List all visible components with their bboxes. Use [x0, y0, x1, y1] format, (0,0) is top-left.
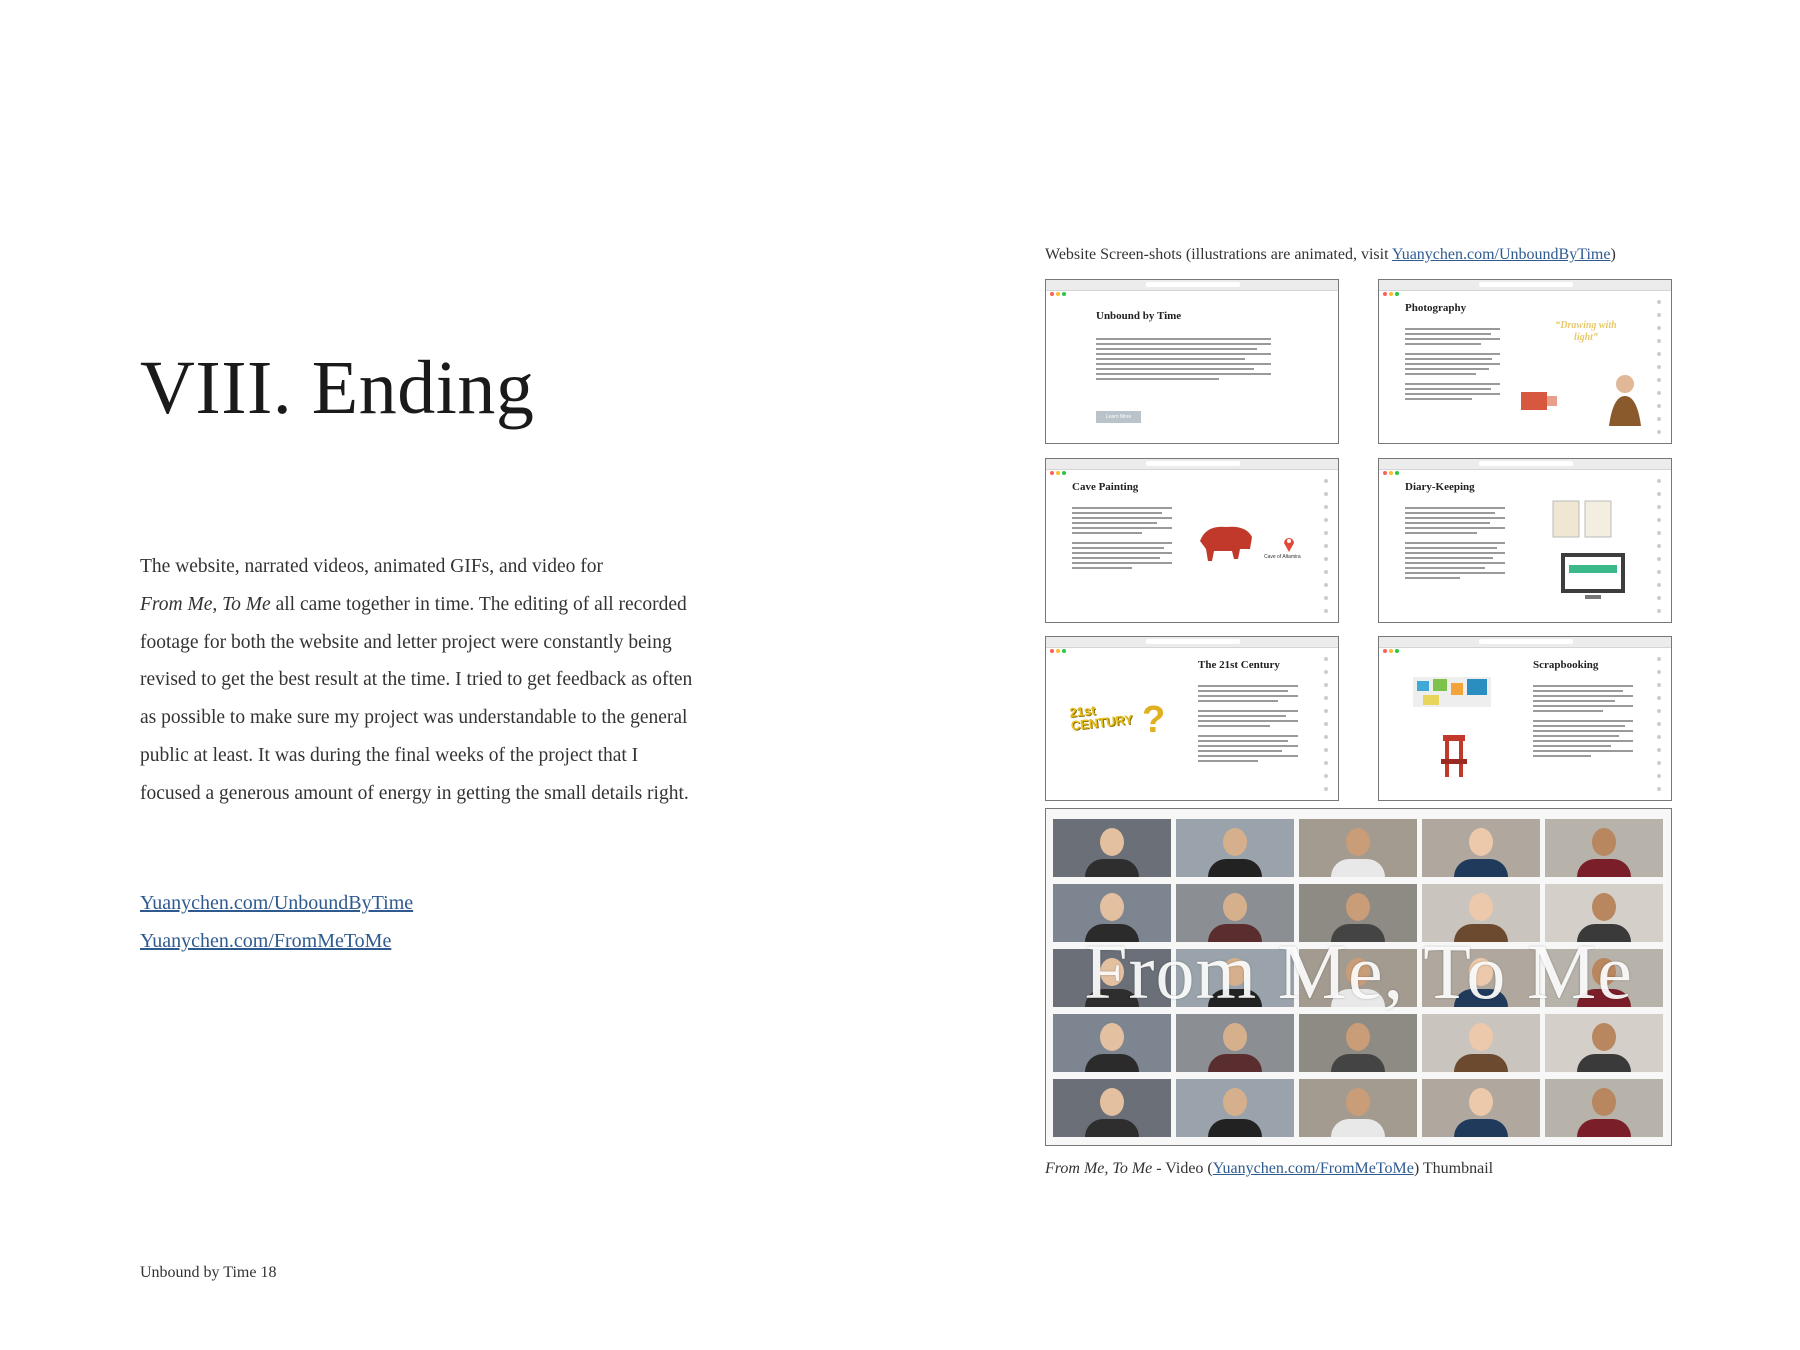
screenshot-title: Photography [1405, 302, 1467, 314]
video-participant-tile [1545, 819, 1663, 877]
participant-body [1454, 859, 1508, 877]
browser-bar [1046, 459, 1338, 470]
collage-block-3 [1451, 683, 1463, 695]
screenshot-21st-century [1045, 636, 1339, 801]
body-text-2: all came together in time. The editing of all recorded footage for both the website and letter project were constantly being revised to get the best result at the time. I tried to get feedback as often as possible to make sure my project was understandable to the general public at least. It was during the final weeks of the project that I focused a generous amount of energy in getting the small details right. [140, 593, 693, 804]
video-caption-title: From Me, To Me [1045, 1160, 1153, 1177]
participant-face [1592, 1088, 1616, 1116]
book-page-right [1585, 501, 1611, 537]
section-nav-dots [1657, 300, 1661, 443]
video-participant-tile [1299, 1014, 1417, 1072]
diary-book-illustration [1549, 499, 1619, 543]
browser-bar [1379, 459, 1671, 470]
collage-block-2 [1433, 679, 1447, 691]
participant-body [1454, 1119, 1508, 1137]
screenshot-diary-keeping [1378, 458, 1672, 623]
camera-lens [1547, 396, 1557, 406]
camera-and-man-illustration [1517, 368, 1667, 438]
screenshot-title: The 21st Century [1198, 659, 1280, 671]
screenshot-title: Unbound by Time [1096, 310, 1182, 322]
video-participant-tile [1545, 1079, 1663, 1137]
video-participant-tile [1422, 819, 1540, 877]
21st-century-badge: 21st CENTURY [1068, 702, 1134, 734]
screenshot-title: Scrapbooking [1533, 659, 1599, 671]
video-participant-tile [1299, 819, 1417, 877]
participant-face [1100, 893, 1124, 921]
participant-face [1100, 828, 1124, 856]
screenshots-caption-link[interactable]: Yuanychen.com/UnboundByTime [1391, 246, 1611, 263]
participant-face [1346, 1088, 1370, 1116]
video-participant-tile [1176, 1079, 1294, 1137]
screenshot-text-lines [1405, 328, 1500, 403]
video-caption-link[interactable]: Yuanychen.com/FromMeToMe [1212, 1160, 1414, 1177]
video-caption-suffix: ) Thumbnail [1413, 1160, 1494, 1177]
participant-body [1208, 1119, 1262, 1137]
browser-bar [1379, 280, 1671, 291]
screenshot-photography [1378, 279, 1672, 444]
video-participant-tile [1053, 819, 1171, 877]
screenshot-text-lines [1198, 685, 1298, 765]
monitor-illustration [1559, 551, 1629, 603]
participant-body [1085, 1054, 1139, 1072]
video-participant-tile [1053, 1014, 1171, 1072]
participant-body [1331, 1054, 1385, 1072]
screenshot-text-lines [1533, 685, 1633, 760]
page-footer: Unbound by Time 18 [140, 1264, 277, 1281]
screenshot-cave-painting [1045, 458, 1339, 623]
video-participant-tile [1545, 1014, 1663, 1072]
participant-face [1346, 893, 1370, 921]
press-top [1443, 735, 1465, 741]
map-label: Cave of Altamira [1264, 554, 1301, 560]
camera-body [1521, 392, 1547, 410]
body-text-1: The website, narrated videos, animated GIFs, and video for [140, 556, 603, 577]
screenshots-caption-prefix: Website Screen-shots (illustrations are animated, visit [1045, 246, 1392, 263]
participant-body [1331, 1119, 1385, 1137]
browser-bar [1379, 637, 1671, 648]
participant-body [1085, 859, 1139, 877]
screenshot-scrapbooking [1378, 636, 1672, 801]
participant-body [1577, 1054, 1631, 1072]
body-italic-title: From Me, To Me [140, 593, 271, 615]
participant-body [1085, 1119, 1139, 1137]
video-participant-tile [1176, 819, 1294, 877]
section-nav-dots [1324, 657, 1328, 800]
participant-face [1223, 828, 1247, 856]
screenshots-caption-suffix: ) [1610, 246, 1616, 263]
screenshot-text-lines [1405, 507, 1505, 582]
man-head [1616, 375, 1634, 393]
map-pin-icon [1282, 535, 1296, 553]
section-nav-dots [1324, 479, 1328, 622]
participant-body [1208, 1054, 1262, 1072]
video-participant-tile [1422, 1079, 1540, 1137]
participant-face [1469, 828, 1493, 856]
project-links [140, 884, 413, 960]
video-participant-tile [1053, 1079, 1171, 1137]
screenshot-title: Diary-Keeping [1405, 481, 1475, 493]
participant-body [1208, 859, 1262, 877]
screenshot-text-lines [1096, 338, 1271, 383]
video-participant-tile [1422, 1014, 1540, 1072]
video-participant-tile [1176, 1014, 1294, 1072]
participant-face [1346, 1023, 1370, 1051]
participant-face [1592, 1023, 1616, 1051]
participant-face [1223, 1023, 1247, 1051]
video-participant-tile [1299, 1079, 1417, 1137]
photography-quote: “Drawing with light” [1555, 320, 1617, 343]
video-caption-middle: - Video ( [1152, 1160, 1213, 1177]
body-paragraph [140, 548, 700, 813]
participant-face [1100, 1088, 1124, 1116]
video-caption [1045, 1160, 1493, 1178]
browser-bar [1046, 637, 1338, 648]
participant-body [1577, 859, 1631, 877]
screenshot-text-lines [1072, 507, 1172, 572]
participant-body [1577, 1119, 1631, 1137]
learn-more-button: Learn More [1096, 411, 1141, 423]
scrapbook-collage-illustration [1413, 675, 1493, 709]
participant-body [1331, 859, 1385, 877]
participant-face [1469, 1088, 1493, 1116]
monitor-bar [1569, 565, 1617, 573]
collage-block-1 [1417, 681, 1429, 691]
video-overlay-title: From Me, To Me [1084, 928, 1633, 1015]
screenshot-title: Cave Painting [1072, 481, 1139, 493]
participant-face [1592, 893, 1616, 921]
link-from-me-to-me[interactable]: Yuanychen.com/FromMeToMe [140, 930, 392, 952]
screenshots-caption [1045, 246, 1616, 264]
participant-face [1592, 828, 1616, 856]
bison-shape [1200, 527, 1252, 561]
participant-face [1346, 828, 1370, 856]
collage-block-5 [1423, 695, 1439, 705]
participant-face [1469, 1023, 1493, 1051]
participant-face [1223, 1088, 1247, 1116]
printing-press-illustration [1439, 733, 1469, 781]
monitor-stand [1585, 595, 1601, 599]
participant-face [1223, 893, 1247, 921]
participant-face [1100, 1023, 1124, 1051]
screenshot-unbound-by-time [1045, 279, 1339, 444]
page-heading: VIII. Ending [140, 346, 535, 430]
browser-bar [1046, 280, 1338, 291]
press-bed [1441, 759, 1467, 764]
section-nav-dots [1657, 479, 1661, 622]
collage-block-4 [1467, 679, 1487, 695]
man-coat [1609, 396, 1641, 426]
link-unbound-by-time[interactable]: Yuanychen.com/UnboundByTime [140, 892, 414, 914]
book-page-left [1553, 501, 1579, 537]
participant-face [1469, 893, 1493, 921]
bison-illustration [1196, 521, 1256, 563]
section-nav-dots [1657, 657, 1661, 800]
participant-body [1454, 1054, 1508, 1072]
video-thumbnail[interactable] [1045, 808, 1672, 1146]
question-mark: ? [1142, 699, 1166, 741]
